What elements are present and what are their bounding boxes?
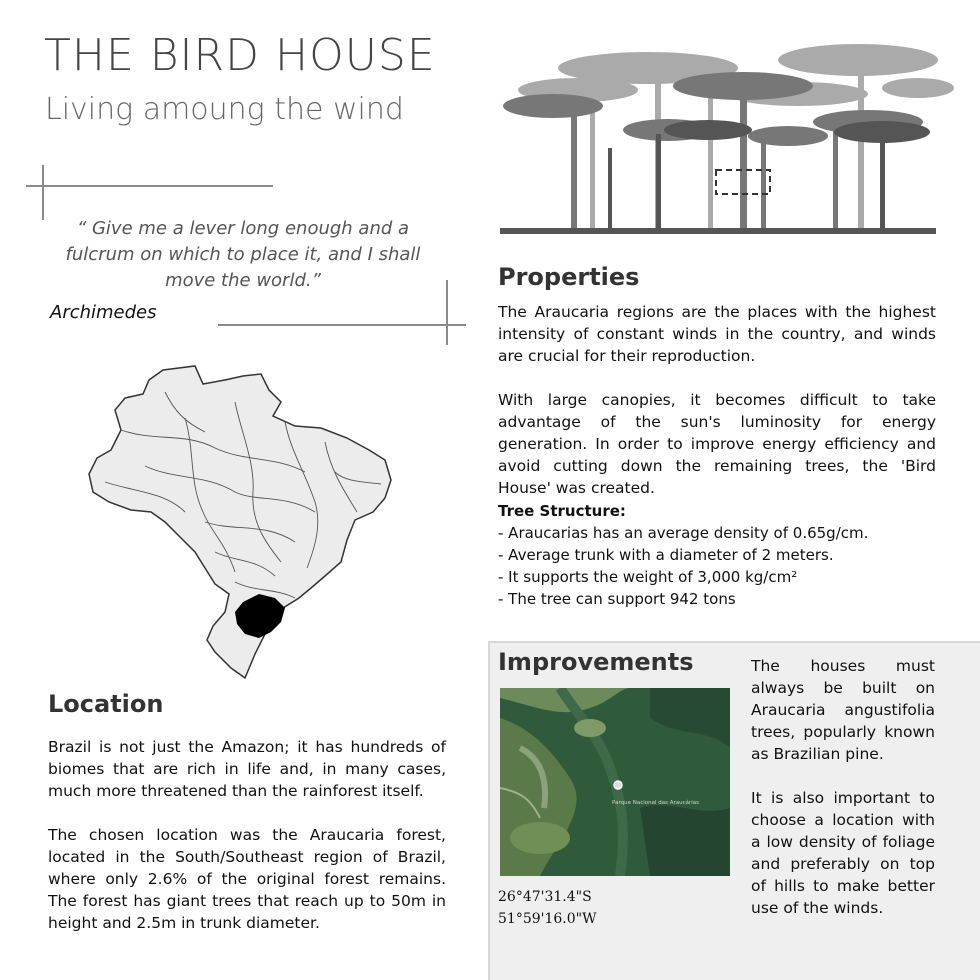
quote-text: “ Give me a lever long enough and a fulcrum on which to place it, and I shall move the world.”: [65, 218, 421, 291]
improvements-paragraph: It is also important to choose a location with a low density of foliage and preferably on top of hills to make better use of the winds.: [751, 789, 935, 917]
list-item: - Average trunk with a diameter of 2 meters.: [498, 546, 834, 564]
list-item: - Araucarias has an average density of 0.65g/cm.: [498, 524, 869, 542]
latitude-text: 26°47'31.4"S: [498, 889, 592, 905]
properties-text: [498, 301, 936, 521]
longitude-text: 51°59'16.0"W: [498, 911, 597, 927]
improvements-text: [751, 655, 935, 941]
coordinates: [498, 886, 596, 930]
location-text: [48, 736, 446, 956]
satellite-map-image: [500, 688, 730, 876]
tree-structure-list: [498, 500, 938, 610]
brazil-map: [85, 362, 395, 684]
properties-paragraph: With large canopies, it becomes difficult to take advantage of the sun's luminosity for energy generation. In order to improve energy efficiency and avoid cutting down the remaining trees, the 'Bird House' was created.: [498, 391, 936, 497]
properties-heading: Properties: [498, 263, 640, 291]
location-paragraph: The chosen location was the Araucaria forest, located in the South/Southeast region of Brazil, where only 2.6% of the original forest remains. The forest has giant trees that reach up to 50m in height and 2.5m in trunk diameter.: [48, 826, 446, 932]
properties-paragraph: The Araucaria regions are the places with the highest intensity of constant winds in the country, and winds are crucial for their reproduction.: [498, 303, 936, 365]
divider-line: [446, 280, 448, 345]
improvements-paragraph: The houses must always be built on Araucaria angustifolia trees, popularly known as Brazilian pine.: [751, 657, 935, 763]
quote-author: Archimedes: [50, 302, 157, 323]
divider-line: [218, 324, 466, 326]
divider-line: [26, 185, 273, 187]
location-paragraph: Brazil is not just the Amazon; it has hundreds of biomes that are rich in life and, in many cases, much more threatened than the rainforest itself.: [48, 738, 446, 800]
list-item: - The tree can support 942 tons: [498, 590, 736, 608]
divider-line: [42, 165, 44, 220]
page-title: THE BIRD HOUSE: [44, 30, 436, 81]
araucaria-trees-illustration: [498, 38, 954, 238]
map-park-label: Parque Nacional das Araucárias: [612, 800, 700, 806]
improvements-heading: Improvements: [498, 648, 694, 676]
tree-structure-heading: Tree Structure:: [498, 502, 626, 520]
page-subtitle: Living amoung the wind: [45, 92, 404, 127]
list-item: - It supports the weight of 3,000 kg/cm²: [498, 568, 798, 586]
location-heading: Location: [48, 690, 164, 718]
